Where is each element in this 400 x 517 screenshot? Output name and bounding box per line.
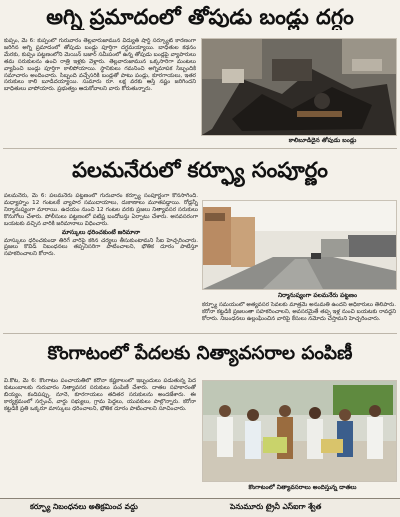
article2-text-2: మాస్కులు ధరించకుండా తిరిగే వారిపై కఠిన చర్యలు తీసుకుంటామని సీఐ హెచ్చరించారు. ప్రజలు కొవిడ్ నిబంధనలు తప్పనిసరిగా పాటించాలని, భౌతిక దూరం పాటిస్తూ సహకరించాలని కోరారు. (4, 237, 198, 258)
bottom-right-headline: పెనుమూరు ట్రైనీ ఎస్ఐగా శ్వేత (230, 502, 322, 511)
article2-photo (202, 200, 397, 290)
article1-photo (201, 38, 397, 136)
article1-caption: కాలిబూడిదైన తోపుడు బండ్లు (250, 136, 395, 145)
article2-body-left (4, 193, 198, 327)
article2-text: పలమనేరు, మే 6: పలమనేరు పట్టణంలో గురువారం కర్ఫ్యూ సంపూర్ణంగా కొనసాగింది. మధ్యాహ్నం 12 గంటలకే వ్యాపార సముదాయాలు, దుకాణాలు మూతపడ్డాయి. రోడ్లన్నీ నిర్మానుష్యంగా మారాయి. ఉదయం నుంచి 12 గంటల వరకు ప్రజలు నిత్యావసర సరుకులు కొనుగోలు చేశారు. పోలీసులు పట్టణంలో పటిష్ట బందోబస్తు ఏర్పాటు చేశారు. అనవసరంగా బయటకు వచ్చిన వారికి జరిమానాలు విధించారు. (4, 193, 198, 227)
distribution-image (203, 381, 396, 481)
article2-headline: పలమనేరులో కర్ఫ్యూ సంపూర్ణం (72, 158, 328, 182)
article3-headline: కొంగాటంలో పేదలకు నిత్యావసరాల పంపిణీ (47, 343, 353, 364)
article1-headline: అగ్ని ప్రమాదంలో తోపుడు బండ్లు దగ్ధం (46, 5, 354, 29)
divider-2 (3, 333, 397, 334)
article1-text: కుప్పం, మే 6: కుప్పంలో గురువారం తెల్లవారుజామున విద్యుత్ షార్ట్ సర్క్యూట్ కారణంగా జరిగిన అగ్ని ప్రమాదంలో తోపుడు బండ్లు పూర్తిగా దగ్ధమయ్యాయి. బాధితుల కథనం మేరకు, కుప్పం పట్టణంలోని మెయిన్ బజార్ సమీపంలో ఉన్న తోపుడు బండ్లపై వ్యాపారులు తమ సరుకులను ఉంచి రాత్రి ఇళ్లకు వెళ్లారు. తెల్లవారుజామున ఒక్కసారిగా మంటలు వ్యాపించి బండ్లు పూర్తిగా కాలిపోయాయి. స్థానికులు గమనించి అగ్నిమాపక సిబ్బందికి సమాచారం అందించారు. సిబ్బంది వచ్చేసరికి బండ్లతో పాటు పండ్లు, కూరగాయలు, ఇతర సరుకులు కాలి బూడిదయ్యాయి. సుమారు రూ. లక్ష వరకు ఆస్తి నష్టం జరిగిందని బాధితులు వాపోయారు. ప్రభుత్వం ఆదుకోవాలని వారు కోరుతున్నారు. (4, 38, 196, 93)
article3-photo (202, 380, 397, 482)
article3-text: వి.కోట, మే 6: కొంగాటం పంచాయతీలో కరోనా కష్టకాలంలో ఇబ్బందులు పడుతున్న పేద కుటుంబాలకు గురువారం నిత్యావసర సరుకులు పంపిణీ చేశారు. దాతల సహకారంతో బియ్యం, కందిపప్పు, నూనె, కూరగాయలు తదితర సరుకులను అందజేశారు. ఈ కార్యక్రమంలో సర్పంచ్, వార్డు సభ్యులు, గ్రామ పెద్దలు, యువకులు పాల్గొన్నారు. కరోనా కట్టడికి ప్రతి ఒక్కరూ మాస్కులు ధరించాలని, భౌతిక దూరం పాటించాలని సూచించారు. (4, 378, 196, 412)
article2-body-right (202, 302, 396, 332)
burnt-carts-image (202, 39, 396, 135)
bottom-left-headline: కర్ఫ్యూ నిబంధనలు అతిక్రమించ వద్దు (30, 502, 138, 511)
article2-text-right: కర్ఫ్యూ సమయంలో అత్యవసర సేవలకు మాత్రమే అనుమతి ఉందని అధికారులు తెలిపారు. కరోనా కట్టడికి ప్రజలంతా సహకరించాలని, అవసరమైతే తప్ప ఇళ్ల నుంచి బయటకు రావద్దని కోరారు. నిబంధనలు ఉల్లంఘించిన వారిపై కేసులు నమోదు చేస్తామని హెచ్చరించారు. (202, 302, 396, 322)
article3-body (4, 378, 196, 490)
article1-body (4, 38, 196, 144)
empty-street-image (203, 201, 396, 289)
bottom-strip (0, 498, 400, 517)
article3-caption: కొంగాటంలో నిత్యావసరాలు అందిస్తున్న దాతలు (210, 483, 395, 493)
article2-subhead: మాస్కులు ధరించకుంటే జరిమానా (61, 228, 141, 236)
article2-caption: నిర్మానుష్యంగా పలమనేరు పట్టణం (240, 291, 395, 301)
divider-1 (3, 148, 397, 149)
